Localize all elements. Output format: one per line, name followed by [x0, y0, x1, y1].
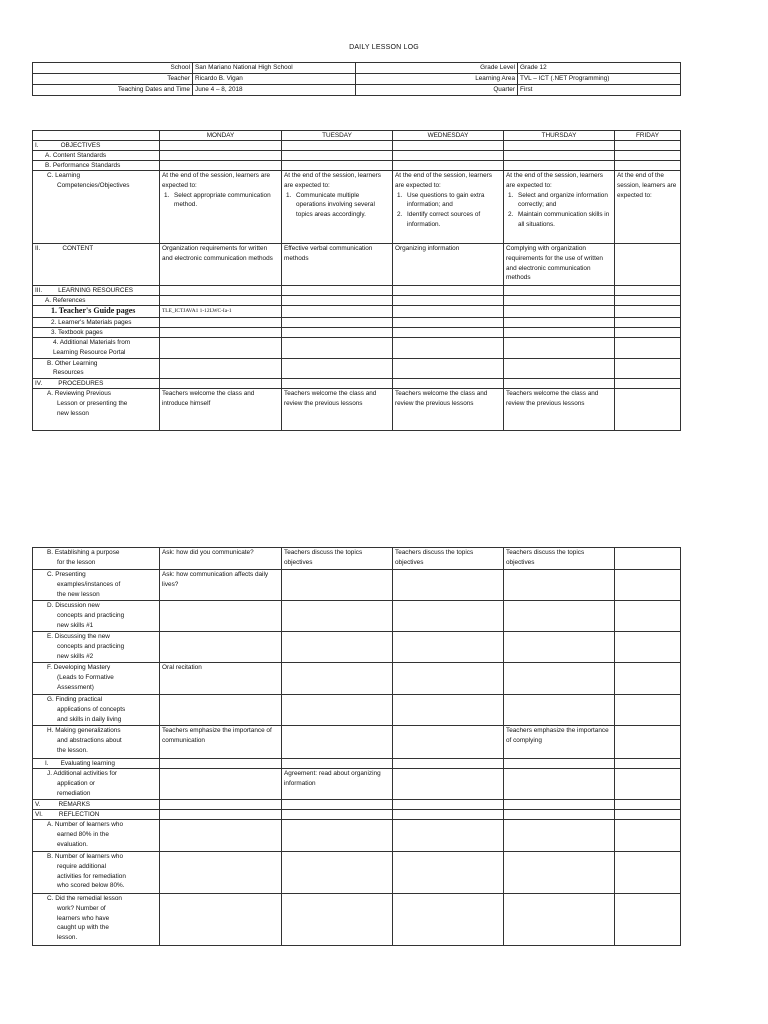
row-proc-f: F. Developing Mastery (Leads to Formative Assessment)	[33, 663, 160, 695]
content-monday: Organization requirements for written and electronic communication methods	[160, 244, 282, 286]
review-tuesday: Teachers welcome the class and review the previous lessons	[282, 389, 393, 431]
row-textbook: 3. Textbook pages	[33, 328, 160, 338]
day-header-thursday: THURSDAY	[504, 131, 615, 141]
row-additional-materials: 4. Additional Materials from Learning Resource Portal	[33, 338, 160, 359]
tg-code: TLE_ICTJAVA1 1-12LWC-Ia-1	[160, 306, 282, 318]
section-procedures: IV. PROCEDURES	[33, 379, 160, 389]
comp-friday: At the end of the session, learners are expected to:	[615, 171, 681, 244]
day-header-tuesday: TUESDAY	[282, 131, 393, 141]
day-header-friday: FRIDAY	[615, 131, 681, 141]
quarter-value: First	[518, 85, 681, 96]
row-teachers-guide: 1. Teacher's Guide pages	[33, 306, 160, 318]
row-proc-a: A. Reviewing Previous Lesson or presenting the new lesson	[33, 389, 160, 431]
row-proc-e: E. Discussing the new concepts and practicing new skills #2	[33, 632, 160, 663]
row-proc-c: C. Presenting examples/instances of the new lesson	[33, 570, 160, 601]
review-thursday: Teachers welcome the class and review the previous lessons	[504, 389, 615, 431]
purpose-thursday: Teachers discuss the topics objectives	[504, 548, 615, 570]
school-value: San Mariano National High School	[193, 63, 356, 74]
mastery-monday: Oral recitation	[160, 663, 282, 695]
generalization-thursday: Teachers emphasize the importance of complying	[504, 726, 615, 759]
section-reflection: VI. REFLECTION	[33, 810, 160, 820]
dates-value: June 4 – 8, 2018	[193, 85, 356, 96]
section-content: II. CONTENT	[33, 244, 160, 286]
day-header-wednesday: WEDNESDAY	[393, 131, 504, 141]
row-proc-g: G. Finding practical applications of concepts and skills in daily living	[33, 695, 160, 726]
corner-cell	[33, 131, 160, 141]
area-value: TVL – ICT (.NET Programming)	[518, 74, 681, 85]
comp-tuesday: At the end of the session, learners are expected to: 1. Communicate multiple operations involving several topics areas accordingly.	[282, 171, 393, 244]
row-refl-a: A. Number of learners who earned 80% in the evaluation.	[33, 820, 160, 852]
section-remarks: V. REMARKS	[33, 800, 160, 810]
page-title: DAILY LESSON LOG	[349, 44, 419, 51]
row-proc-b: B. Establishing a purpose for the lesson	[33, 548, 160, 570]
lesson-log-table-1	[32, 130, 681, 431]
row-references: A. References	[33, 296, 160, 306]
lesson-log-table-2	[32, 547, 681, 946]
row-competencies: C. Learning Competencies/Objectives	[33, 171, 160, 244]
content-tuesday: Effective verbal communication methods	[282, 244, 393, 286]
row-performance-standards: B. Performance Standards	[33, 161, 160, 171]
content-wednesday: Organizing information	[393, 244, 504, 286]
school-label: School	[33, 63, 193, 74]
row-proc-j: J. Additional activities for application or remediation	[33, 769, 160, 800]
day-header-monday: MONDAY	[160, 131, 282, 141]
row-refl-c: C. Did the remedial lesson work? Number of learners who have caught up with the lesson.	[33, 894, 160, 946]
quarter-label: Quarter	[356, 85, 518, 96]
comp-thursday: At the end of the session, learners are expected to: 1. Select and organize information correctly; and 2. Maintain communication skills in all situations.	[504, 171, 615, 244]
grade-value: Grade 12	[518, 63, 681, 74]
review-monday: Teachers welcome the class and introduce himself	[160, 389, 282, 431]
row-proc-h: H. Making generalizations and abstractions about the lesson.	[33, 726, 160, 759]
review-wednesday: Teachers welcome the class and review the previous lessons	[393, 389, 504, 431]
section-objectives: I. OBJECTIVES	[33, 141, 160, 151]
generalization-monday: Teachers emphasize the importance of communication	[160, 726, 282, 759]
content-thursday: Complying with organization requirements for the use of written and electronic communication methods	[504, 244, 615, 286]
row-refl-b: B. Number of learners who require additional activities for remediation who scored below 80%.	[33, 852, 160, 894]
additional-tuesday: Agreement: read about organizing information	[282, 769, 393, 800]
dates-label: Teaching Dates and Time	[33, 85, 193, 96]
purpose-tuesday: Teachers discuss the topics objectives	[282, 548, 393, 570]
row-content-standards: A. Content Standards	[33, 151, 160, 161]
row-learners-materials: 2. Learner's Materials pages	[33, 318, 160, 328]
present-monday: Ask: how communication affects daily lives?	[160, 570, 282, 601]
comp-wednesday: At the end of the session, learners are expected to: 1. Use questions to gain extra information; and 2. Identify correct sources of information.	[393, 171, 504, 244]
row-proc-i: I. Evaluating learning	[33, 759, 160, 769]
row-proc-d: D. Discussion new concepts and practicing new skills #1	[33, 601, 160, 632]
purpose-wednesday: Teachers discuss the topics objectives	[393, 548, 504, 570]
section-resources: III. LEARNING RESOURCES	[33, 286, 160, 296]
teacher-value: Ricardo B. Vigan	[193, 74, 356, 85]
teacher-label: Teacher	[33, 74, 193, 85]
comp-monday: At the end of the session, learners are expected to: 1. Select appropriate communication method.	[160, 171, 282, 244]
purpose-monday: Ask: how did you communicate?	[160, 548, 282, 570]
row-other-resources: B. Other Learning Resources	[33, 358, 160, 379]
grade-label: Grade Level	[356, 63, 518, 74]
header-table	[32, 62, 681, 96]
area-label: Learning Area	[356, 74, 518, 85]
